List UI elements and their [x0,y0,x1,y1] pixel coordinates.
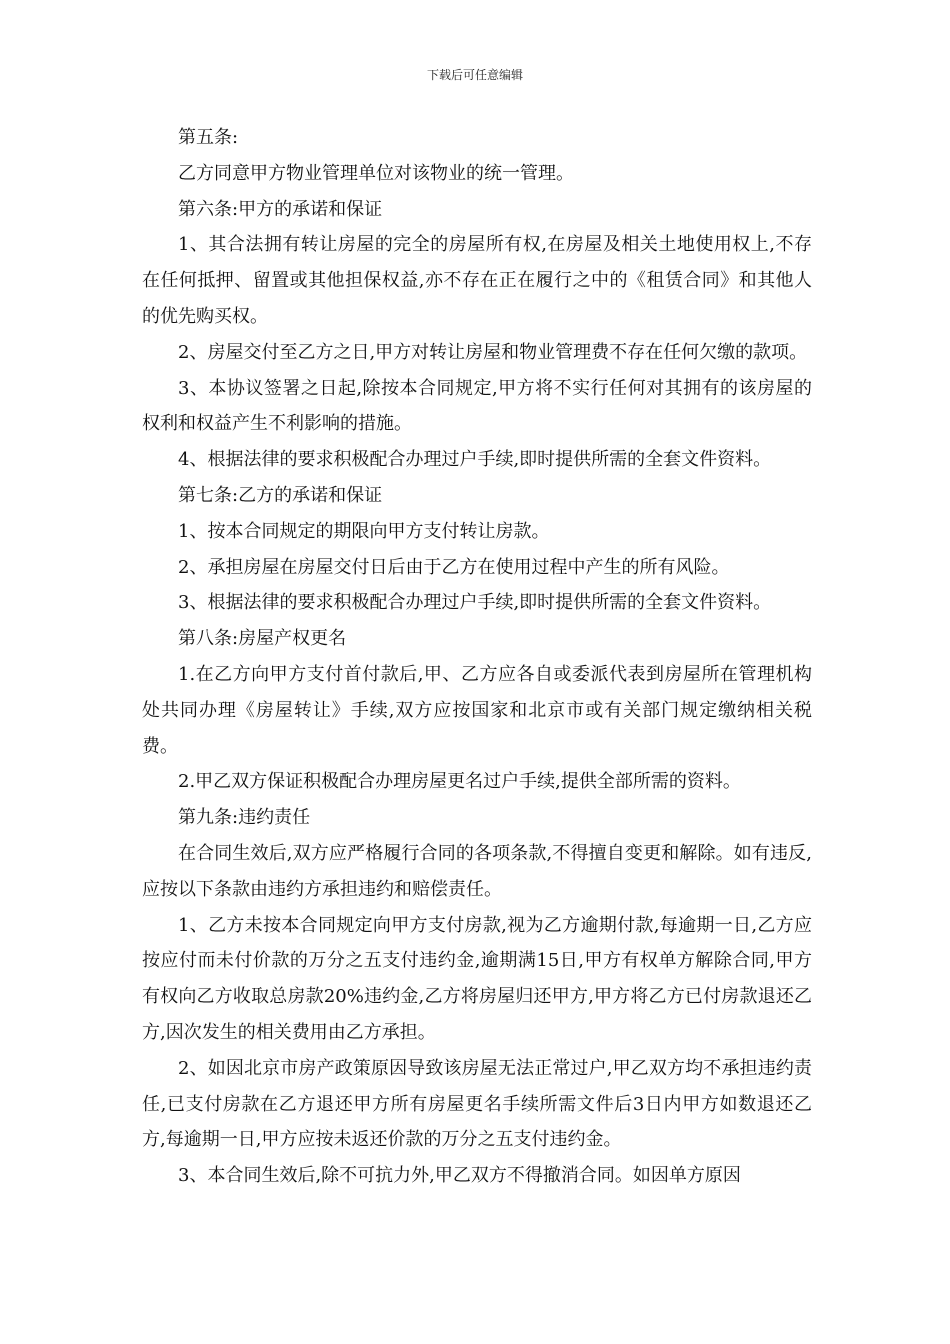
section-heading: 第七条:乙方的承诺和保证 [178,484,383,506]
paragraph: 2、如因北京市房产政策原因导致该房屋无法正常过户,甲乙双方均不承担违约责任,已支付房款在乙方退还甲方所有房屋更名手续所需文件后3日内甲方如数退还乙方,每逾期一日,甲方应按未返还价款的万分之五支付违约金。 [142,1057,812,1151]
section-heading: 第八条:房屋产权更名 [178,628,347,650]
paragraph: 在合同生效后,双方应严格履行合同的各项条款,不得擅自变更和解除。如有违反,应按以下条款由违约方承担违约和赔偿责任。 [142,842,812,900]
paragraph: 乙方同意甲方物业管理单位对该物业的统一管理。 [178,162,574,184]
paragraph: 2、房屋交付至乙方之日,甲方对转让房屋和物业管理费不存在任何欠缴的款项。 [178,341,808,363]
paragraph: 2.甲乙双方保证积极配合办理房屋更名过户手续,提供全部所需的资料。 [178,771,741,793]
paragraph: 1.在乙方向甲方支付首付款后,甲、乙方应各自或委派代表到房屋所在管理机构处共同办理《房屋转让》手续,双方应按国家和北京市或有关部门规定缴纳相关税费。 [142,663,812,757]
paragraph: 2、承担房屋在房屋交付日后由于乙方在使用过程中产生的所有风险。 [178,556,730,578]
page-header: 下载后可任意编辑 [426,68,523,82]
paragraph: 1、其合法拥有转让房屋的完全的房屋所有权,在房屋及相关土地使用权上,不存在任何抵押、留置或其他担保权益,亦不存在正在履行之中的《租赁合同》和其他人的优先购买权。 [142,234,812,327]
document-body [142,120,812,1194]
paragraph: 4、根据法律的要求积极配合办理过户手续,即时提供所需的全套文件资料。 [178,449,772,471]
paragraph: 3、本合同生效后,除不可抗力外,甲乙双方不得撤消合同。如因单方原因 [178,1165,741,1187]
paragraph: 3、本协议签署之日起,除按本合同规定,甲方将不实行任何对其拥有的该房屋的权利和权益产生不利影响的措施。 [142,377,812,435]
section-heading: 第九条:违约责任 [178,807,311,829]
paragraph: 3、根据法律的要求积极配合办理过户手续,即时提供所需的全套文件资料。 [178,592,772,614]
paragraph: 1、乙方未按本合同规定向甲方支付房款,视为乙方逾期付款,每逾期一日,乙方应按应付而未付价款的万分之五支付违约金,逾期满15日,甲方有权单方解除合同,甲方有权向乙方收取总房款20%违约金,乙方将房屋归还甲方,甲方将乙方已付房款退还乙方,因次发生的相关费用由乙方承担。 [142,914,812,1043]
paragraph: 第五条: [178,127,239,148]
paragraph: 1、按本合同规定的期限向甲方支付转让房款。 [178,520,550,542]
section-heading: 第六条:甲方的承诺和保证 [178,198,383,220]
